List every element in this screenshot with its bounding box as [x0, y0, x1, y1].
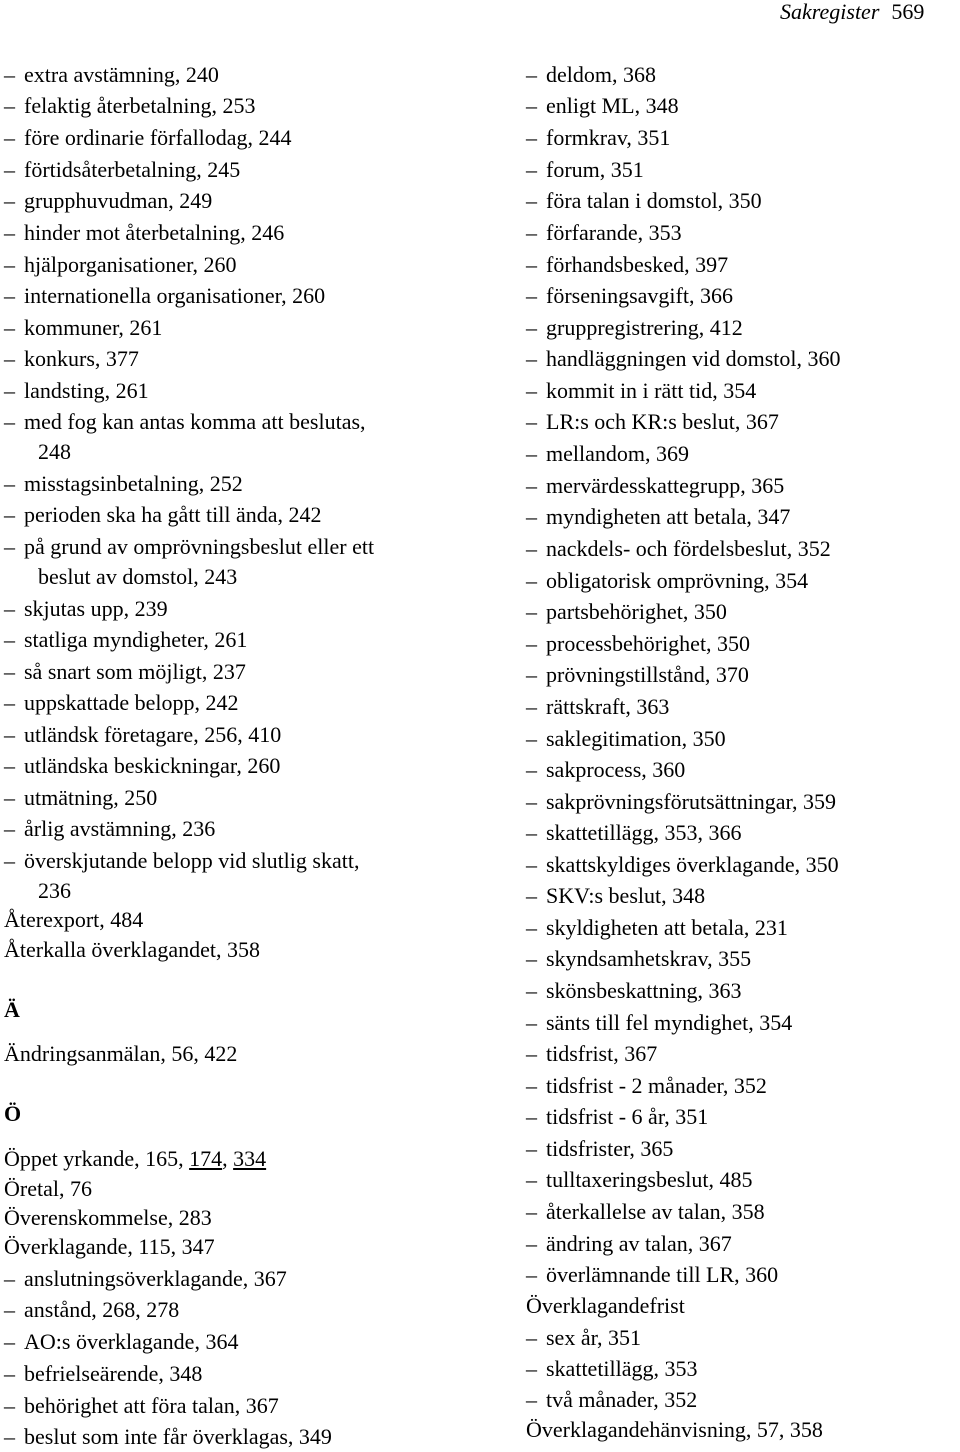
- entry-text: överlämnande till LR, 360: [546, 1262, 779, 1287]
- entry-text: föra talan i domstol, 350: [546, 188, 762, 213]
- entry-text: Överklagandehänvisning, 57, 358: [526, 1417, 823, 1442]
- index-subentry: [4, 377, 149, 405]
- entry-text: LR:s och KR:s beslut, 367: [546, 409, 779, 434]
- entry-text: tulltaxeringsbeslut, 485: [546, 1167, 753, 1192]
- index-subentry: [526, 661, 749, 689]
- index-subentry: [526, 377, 756, 405]
- page-reference: 174: [189, 1146, 223, 1171]
- index-subentry: [4, 689, 238, 717]
- entry-text: skattetillägg, 353, 366: [546, 820, 742, 845]
- index-subentry: [526, 977, 742, 1005]
- entry-text: kommuner, 261: [24, 315, 163, 340]
- index-subentry: [4, 721, 281, 749]
- index-entry-continuation: [38, 563, 237, 591]
- entry-text: rättskraft, 363: [546, 694, 670, 719]
- index-subentry: [526, 156, 644, 184]
- index-subentry: [526, 756, 685, 784]
- index-subentry: [4, 470, 243, 498]
- index-subentry: [4, 124, 292, 152]
- entry-text: skönsbeskattning, 363: [546, 978, 742, 1003]
- entry-text: överskjutande belopp vid slutlig skatt,: [24, 848, 360, 873]
- index-subentry: [526, 882, 705, 910]
- section-title: Sakregister: [780, 0, 880, 24]
- entry-text: tidsfrist, 367: [546, 1041, 658, 1066]
- entry-text: partsbehörighet, 350: [546, 599, 727, 624]
- entry-text: före ordinarie förfallodag, 244: [24, 125, 292, 150]
- index-subentry: [526, 440, 689, 468]
- index-subentry: [4, 1360, 202, 1388]
- index-entry: [4, 1233, 215, 1261]
- entry-text: Ändringsanmälan, 56, 422: [4, 1041, 238, 1066]
- index-subentry: [526, 725, 726, 753]
- entry-text: Överklagandefrist: [526, 1293, 685, 1318]
- index-subentry: [4, 345, 139, 373]
- index-subentry: [526, 914, 788, 942]
- index-subentry: [526, 282, 733, 310]
- letter-heading: [4, 1100, 21, 1128]
- entry-text: Överklagande, 115, 347: [4, 1234, 215, 1259]
- entry-text: på grund av omprövningsbeslut eller ett: [24, 534, 375, 559]
- entry-text: återkallelse av talan, 358: [546, 1199, 765, 1224]
- entry-text: SKV:s beslut, 348: [546, 883, 706, 908]
- index-subentry: [4, 314, 162, 342]
- index-entry-continuation: [38, 438, 71, 466]
- index-subentry: [526, 819, 742, 847]
- index-subentry: [526, 693, 669, 721]
- entry-text: myndigheten att betala, 347: [546, 504, 791, 529]
- index-entry-continuation: [38, 877, 71, 905]
- entry-text: beslut av domstol, 243: [38, 564, 238, 589]
- entry-text: befrielseärende, 348: [24, 1361, 203, 1386]
- entry-text: Ä: [4, 997, 20, 1022]
- index-subentry: [4, 219, 284, 247]
- entry-text: misstagsinbetalning, 252: [24, 471, 243, 496]
- entry-text: gruppregistrering, 412: [546, 315, 743, 340]
- index-subentry: [4, 1328, 238, 1356]
- page-reference: 334: [233, 1146, 267, 1171]
- entry-text: statliga myndigheter, 261: [24, 627, 248, 652]
- entry-text: tidsfrister, 365: [546, 1136, 674, 1161]
- entry-text: mervärdesskattegrupp, 365: [546, 473, 785, 498]
- index-subentry: [4, 156, 240, 184]
- entry-text: så snart som möjligt, 237: [24, 659, 246, 684]
- entry-text: sakprocess, 360: [546, 757, 686, 782]
- entry-text: kommit in i rätt tid, 354: [546, 378, 757, 403]
- index-subentry: [526, 567, 808, 595]
- entry-text: processbehörighet, 350: [546, 631, 751, 656]
- entry-text: landsting, 261: [24, 378, 149, 403]
- entry-text: obligatorisk omprövning, 354: [546, 568, 809, 593]
- index-subentry: [526, 1355, 698, 1383]
- entry-text: nackdels- och fördelsbeslut, 352: [546, 536, 831, 561]
- entry-text: anstånd, 268, 278: [24, 1297, 180, 1322]
- entry-text: anslutningsöverklagande, 367: [24, 1266, 287, 1291]
- index-subentry: [4, 251, 237, 279]
- index-subentry: [526, 1072, 767, 1100]
- index-subentry: [526, 1103, 708, 1131]
- entry-text: hjälporganisationer, 260: [24, 252, 237, 277]
- letter-heading: [4, 996, 20, 1024]
- entry-text: ändring av talan, 367: [546, 1231, 732, 1256]
- index-subentry: [526, 1135, 673, 1163]
- index-subentry: [526, 1198, 765, 1226]
- index-subentry: [526, 1261, 778, 1289]
- index-subentry: [526, 851, 839, 879]
- index-subentry: [526, 1166, 753, 1194]
- index-subentry: [4, 61, 219, 89]
- entry-text: handläggningen vid domstol, 360: [546, 346, 841, 371]
- entry-text: sex år, 351: [546, 1325, 642, 1350]
- index-entry: [4, 906, 143, 934]
- entry-text: 248: [38, 439, 71, 464]
- running-header: [780, 0, 960, 24]
- index-subentry: [526, 1230, 732, 1258]
- entry-text: Öretal, 76: [4, 1176, 92, 1201]
- entry-text: beslut som inte får överklagas, 349: [24, 1424, 332, 1449]
- index-entry: [526, 1292, 685, 1320]
- index-entry: [4, 1175, 92, 1203]
- index-subentry: [526, 92, 679, 120]
- index-subentry: [526, 472, 784, 500]
- index-subentry: [526, 1040, 657, 1068]
- entry-text: Överenskommelse, 283: [4, 1205, 212, 1230]
- index-subentry: [4, 408, 366, 436]
- entry-text: tidsfrist - 2 månader, 352: [546, 1073, 767, 1098]
- entry-text: formkrav, 351: [546, 125, 671, 150]
- entry-text: perioden ska ha gått till ända, 242: [24, 502, 322, 527]
- entry-text: AO:s överklagande, 364: [24, 1329, 239, 1354]
- index-subentry: [526, 1324, 641, 1352]
- index-subentry: [526, 408, 779, 436]
- index-subentry: [526, 219, 682, 247]
- entry-text: skyldigheten att betala, 231: [546, 915, 788, 940]
- index-subentry: [4, 1296, 179, 1324]
- index-subentry: [4, 92, 256, 120]
- index-subentry: [526, 1009, 792, 1037]
- entry-text: mellandom, 369: [546, 441, 689, 466]
- index-subentry: [526, 345, 841, 373]
- entry-text: skattetillägg, 353: [546, 1356, 698, 1381]
- entry-text: skjutas upp, 239: [24, 596, 168, 621]
- index-entry: Öppet yrkande, 165, 174, 334: [4, 1146, 267, 1171]
- index-subentry: [4, 595, 168, 623]
- entry-text: sakprövningsförutsättningar, 359: [546, 789, 836, 814]
- index-subentry: [4, 1392, 279, 1420]
- index-subentry: [526, 251, 728, 279]
- entry-text: skyndsamhetskrav, 355: [546, 946, 752, 971]
- entry-text: förseningsavgift, 366: [546, 283, 733, 308]
- entry-text: forum, 351: [546, 157, 644, 182]
- entry-text: Öppet yrkande, 165,: [4, 1146, 190, 1171]
- index-subentry: [4, 752, 280, 780]
- index-subentry: [4, 815, 215, 843]
- index-subentry: [4, 187, 212, 215]
- index-subentry: [526, 1386, 697, 1414]
- entry-text: 236: [38, 878, 71, 903]
- entry-text: med fog kan antas komma att beslutas,: [24, 409, 366, 434]
- entry-text: förtidsåterbetalning, 245: [24, 157, 241, 182]
- entry-text: förhandsbesked, 397: [546, 252, 729, 277]
- entry-text: deldom, 368: [546, 62, 656, 87]
- index-entry: [4, 1204, 212, 1232]
- index-entry: [4, 936, 260, 964]
- entry-text: hinder mot återbetalning, 246: [24, 220, 285, 245]
- index-entry: [526, 1416, 823, 1444]
- entry-text: behörighet att föra talan, 367: [24, 1393, 279, 1418]
- index-entry: [4, 1040, 237, 1068]
- index-subentry: [4, 1423, 332, 1451]
- page-number: 569: [891, 0, 925, 24]
- index-subentry: [4, 626, 247, 654]
- index-subentry: [4, 658, 246, 686]
- entry-text: prövningstillstånd, 370: [546, 662, 749, 687]
- index-subentry: [4, 533, 374, 561]
- index-subentry: [4, 1265, 287, 1293]
- index-subentry: [526, 503, 790, 531]
- entry-text: utländska beskickningar, 260: [24, 753, 281, 778]
- entry-text: uppskattade belopp, 242: [24, 690, 239, 715]
- entry-text: konkurs, 377: [24, 346, 139, 371]
- entry-text: Ö: [4, 1101, 22, 1126]
- index-subentry: [526, 598, 727, 626]
- entry-text: extra avstämning, 240: [24, 62, 219, 87]
- entry-text: felaktig återbetalning, 253: [24, 93, 256, 118]
- index-subentry: [526, 630, 750, 658]
- index-subentry: [526, 124, 670, 152]
- index-subentry: [526, 535, 831, 563]
- entry-text: saklegitimation, 350: [546, 726, 726, 751]
- index-subentry: [4, 282, 325, 310]
- entry-text: utländsk företagare, 256, 410: [24, 722, 282, 747]
- index-subentry: [4, 847, 359, 875]
- index-subentry: [4, 784, 157, 812]
- index-subentry: [526, 945, 751, 973]
- entry-text: internationella organisationer, 260: [24, 283, 326, 308]
- entry-text: grupphuvudman, 249: [24, 188, 213, 213]
- entry-text: enligt ML, 348: [546, 93, 679, 118]
- entry-text: utmätning, 250: [24, 785, 158, 810]
- index-subentry: [526, 788, 836, 816]
- entry-text: Återkalla överklagandet, 358: [4, 937, 260, 962]
- index-subentry: [526, 314, 743, 342]
- index-subentry: [526, 187, 762, 215]
- index-subentry: [4, 501, 322, 529]
- entry-text: sänts till fel myndighet, 354: [546, 1010, 793, 1035]
- entry-text: tidsfrist - 6 år, 351: [546, 1104, 709, 1129]
- entry-text: årlig avstämning, 236: [24, 816, 216, 841]
- index-subentry: [526, 61, 656, 89]
- entry-text: Återexport, 484: [4, 907, 144, 932]
- entry-text: två månader, 352: [546, 1387, 698, 1412]
- entry-text: skattskyldiges överklagande, 350: [546, 852, 839, 877]
- entry-text: förfarande, 353: [546, 220, 682, 245]
